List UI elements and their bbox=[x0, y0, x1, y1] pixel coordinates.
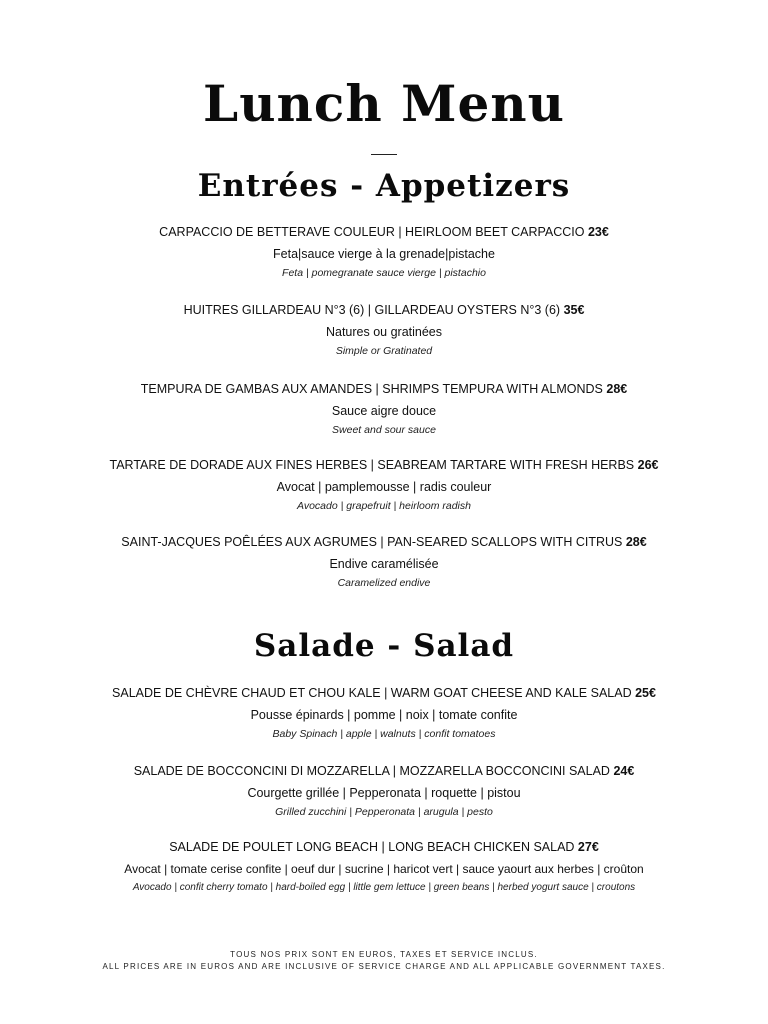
menu-item bbox=[0, 223, 768, 280]
item-description-en: Simple or Gratinated bbox=[335, 345, 433, 357]
item-name: TARTARE DE DORADE AUX FINES HERBES | SEABREAM TARTARE WITH FRESH HERBS bbox=[109, 458, 635, 472]
item-description-fr: Avocat | tomate cerise confite | oeuf dur | sucrine | haricot vert | sauce yaourt aux herbes | croûton bbox=[124, 862, 644, 876]
item-description-fr: Courgette grillée | Pepperonata | roquette | pistou bbox=[247, 786, 521, 800]
item-description-fr: Pousse épinards | pomme | noix | tomate confite bbox=[250, 708, 518, 722]
menu-item bbox=[0, 533, 768, 590]
title-divider bbox=[371, 154, 397, 155]
footer-note-en: ALL PRICES ARE IN EUROS AND ARE INCLUSIVE OF SERVICE CHARGE AND ALL APPLICABLE GOVERNMENT TAXES. bbox=[102, 962, 666, 971]
item-description-fr: Feta|sauce vierge à la grenade|pistache bbox=[273, 247, 495, 261]
item-name-line bbox=[0, 223, 768, 241]
item-description-en: Avocado | grapefruit | heirloom radish bbox=[297, 500, 471, 512]
item-name-line bbox=[0, 838, 768, 856]
item-name: SALADE DE BOCCONCINI DI MOZZARELLA | MOZZARELLA BOCCONCINI SALAD bbox=[133, 764, 610, 778]
menu-item bbox=[0, 380, 768, 437]
item-description-en: Grilled zucchini | Pepperonata | arugula | pesto bbox=[275, 806, 493, 818]
item-name: CARPACCIO DE BETTERAVE COULEUR | HEIRLOOM BEET CARPACCIO bbox=[159, 225, 585, 239]
item-name-line bbox=[0, 684, 768, 702]
item-price: 27€ bbox=[577, 840, 599, 854]
item-name-line bbox=[0, 533, 768, 551]
item-name: SALADE DE CHÈVRE CHAUD ET CHOU KALE | WARM GOAT CHEESE AND KALE SALAD bbox=[112, 686, 632, 700]
section-heading-appetizers: Entrées - Appetizers bbox=[197, 168, 571, 204]
item-description-fr: Avocat | pamplemousse | radis couleur bbox=[276, 480, 492, 494]
item-price: 35€ bbox=[563, 303, 585, 317]
menu-item bbox=[0, 838, 768, 895]
item-description-en: Avocado | confit cherry tomato | hard-boiled egg | little gem lettuce | green beans | herbed yogurt sauce | croutons bbox=[132, 882, 636, 893]
item-description-en: Sweet and sour sauce bbox=[332, 424, 436, 436]
item-name: TEMPURA DE GAMBAS AUX AMANDES | SHRIMPS TEMPURA WITH ALMONDS bbox=[140, 382, 603, 396]
item-name: SAINT-JACQUES POÊLÉES AUX AGRUMES | PAN-SEARED SCALLOPS WITH CITRUS bbox=[121, 535, 623, 549]
item-price: 25€ bbox=[635, 686, 656, 700]
page-title: Lunch Menu bbox=[203, 74, 565, 133]
item-description-fr: Sauce aigre douce bbox=[331, 404, 437, 418]
item-name-line bbox=[0, 456, 768, 474]
menu-item bbox=[0, 684, 768, 741]
item-price: 28€ bbox=[625, 535, 647, 549]
menu-item bbox=[0, 301, 768, 358]
menu-item bbox=[0, 456, 768, 513]
item-price: 23€ bbox=[587, 225, 609, 239]
item-name-line bbox=[0, 301, 768, 319]
item-description-en: Baby Spinach | apple | walnuts | confit tomatoes bbox=[272, 728, 496, 740]
item-description-en: Caramelized endive bbox=[337, 577, 431, 589]
item-description-fr: Natures ou gratinées bbox=[325, 325, 443, 339]
item-description-en: Feta | pomegranate sauce vierge | pistachio bbox=[282, 267, 486, 279]
item-price: 28€ bbox=[606, 382, 628, 396]
item-name-line bbox=[0, 380, 768, 398]
menu-item bbox=[0, 762, 768, 819]
item-price: 26€ bbox=[637, 458, 659, 472]
item-name: HUITRES GILLARDEAU N°3 (6) | GILLARDEAU OYSTERS N°3 (6) bbox=[183, 303, 561, 317]
item-description-fr: Endive caramélisée bbox=[329, 557, 439, 571]
footer-note-fr: TOUS NOS PRIX SONT EN EUROS, TAXES ET SERVICE INCLUS. bbox=[230, 950, 538, 959]
item-name: SALADE DE POULET LONG BEACH | LONG BEACH CHICKEN SALAD bbox=[169, 840, 575, 854]
section-heading-salad: Salade - Salad bbox=[253, 628, 515, 664]
item-price: 24€ bbox=[613, 764, 635, 778]
item-name-line bbox=[0, 762, 768, 780]
